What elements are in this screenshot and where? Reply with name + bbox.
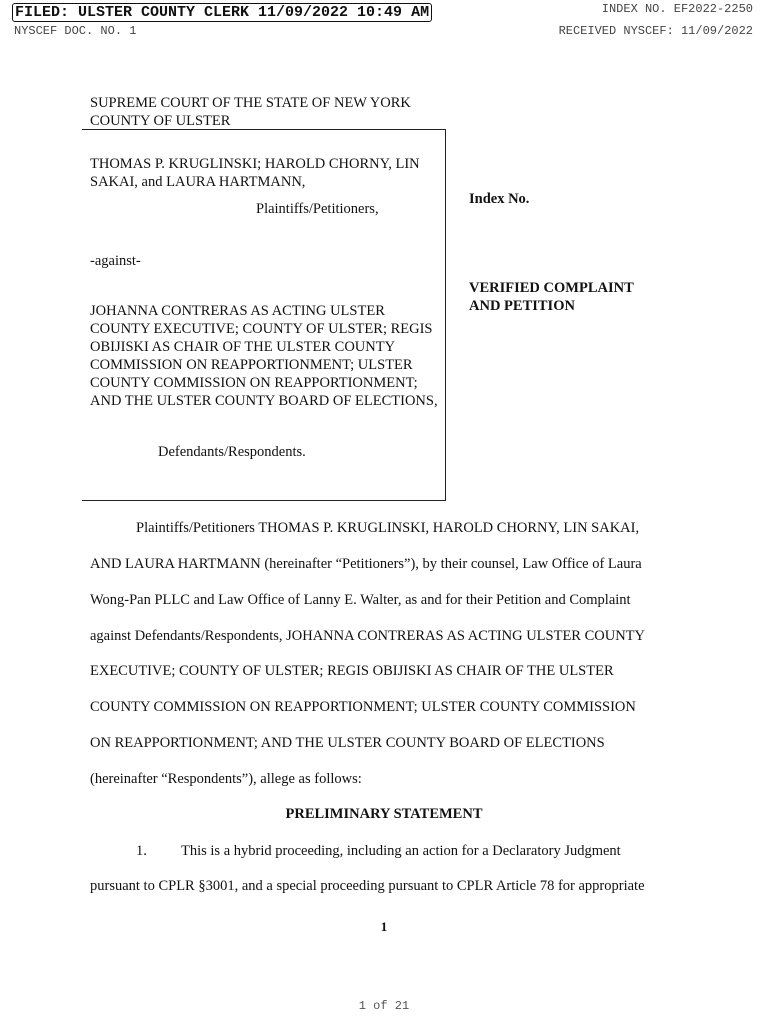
caption-bottom-rule	[82, 500, 446, 501]
caption-top-rule	[82, 129, 446, 130]
intro-line-6: COUNTY COMMISSION ON REAPPORTIONMENT; ULSTER COUNTY COMMISSION	[90, 699, 636, 715]
caption-divider	[445, 129, 446, 501]
court-county: COUNTY OF ULSTER	[90, 113, 231, 129]
plaintiffs-names: THOMAS P. KRUGLINSKI; HAROLD CHORNY, LIN SAKAI, and LAURA HARTMANN,	[90, 156, 420, 190]
intro-line-1: Plaintiffs/Petitioners THOMAS P. KRUGLINSKI, HAROLD CHORNY, LIN SAKAI,	[136, 520, 640, 536]
page-number: 1	[380, 919, 388, 934]
intro-line-3: Wong-Pan PLLC and Law Office of Lanny E. Walter, as and for their Petition and Complaint	[90, 592, 631, 608]
page-count-footer: 1 of 21	[358, 999, 410, 1013]
document-title-line-2: AND PETITION	[469, 298, 575, 314]
index-no-label: Index No.	[469, 191, 530, 207]
section-heading: PRELIMINARY STATEMENT	[285, 806, 483, 822]
against-label: -against-	[90, 253, 141, 269]
court-name: SUPREME COURT OF THE STATE OF NEW YORK	[90, 95, 411, 111]
paragraph-1-line-2: pursuant to CPLR §3001, and a special proceeding pursuant to CPLR Article 78 for appropriate	[90, 878, 645, 894]
paragraph-number: 1.	[136, 843, 147, 859]
intro-line-4: against Defendants/Respondents, JOHANNA CONTRERAS AS ACTING ULSTER COUNTY	[90, 628, 646, 644]
defendants-names: JOHANNA CONTRERAS AS ACTING ULSTER COUNTY EXECUTIVE; COUNTY OF ULSTER; REGIS OBIJISKI AS CHAIR OF THE ULSTER COUNTY COMMISSION ON REAPPORTIONMENT; ULSTER COUNTY COMMISSION ON REAPPORTIONMENT; AND THE ULSTER COUNTY BOARD OF ELECTIONS,	[90, 303, 438, 409]
intro-line-2: AND LAURA HARTMANN (hereinafter “Petitioners”), by their counsel, Law Office of Laura	[90, 556, 642, 572]
filed-stamp: FILED: ULSTER COUNTY CLERK 11/09/2022 10:49 AM	[12, 3, 432, 22]
intro-line-8: (hereinafter “Respondents”), allege as follows:	[90, 771, 362, 787]
index-number-header: INDEX NO. EF2022-2250	[601, 2, 753, 16]
paragraph-1-line-1: This is a hybrid proceeding, including an action for a Declaratory Judgment	[181, 843, 621, 859]
intro-line-5: EXECUTIVE; COUNTY OF ULSTER; REGIS OBIJISKI AS CHAIR OF THE ULSTER	[90, 663, 614, 679]
plaintiffs-role: Plaintiffs/Petitioners,	[256, 201, 379, 217]
intro-line-7: ON REAPPORTIONMENT; AND THE ULSTER COUNTY BOARD OF ELECTIONS	[90, 735, 605, 751]
nyscef-doc-number: NYSCEF DOC. NO. 1	[14, 24, 137, 38]
received-date: RECEIVED NYSCEF: 11/09/2022	[558, 24, 753, 38]
document-title-line-1: VERIFIED COMPLAINT	[469, 280, 634, 296]
defendants-role: Defendants/Respondents.	[158, 444, 306, 460]
